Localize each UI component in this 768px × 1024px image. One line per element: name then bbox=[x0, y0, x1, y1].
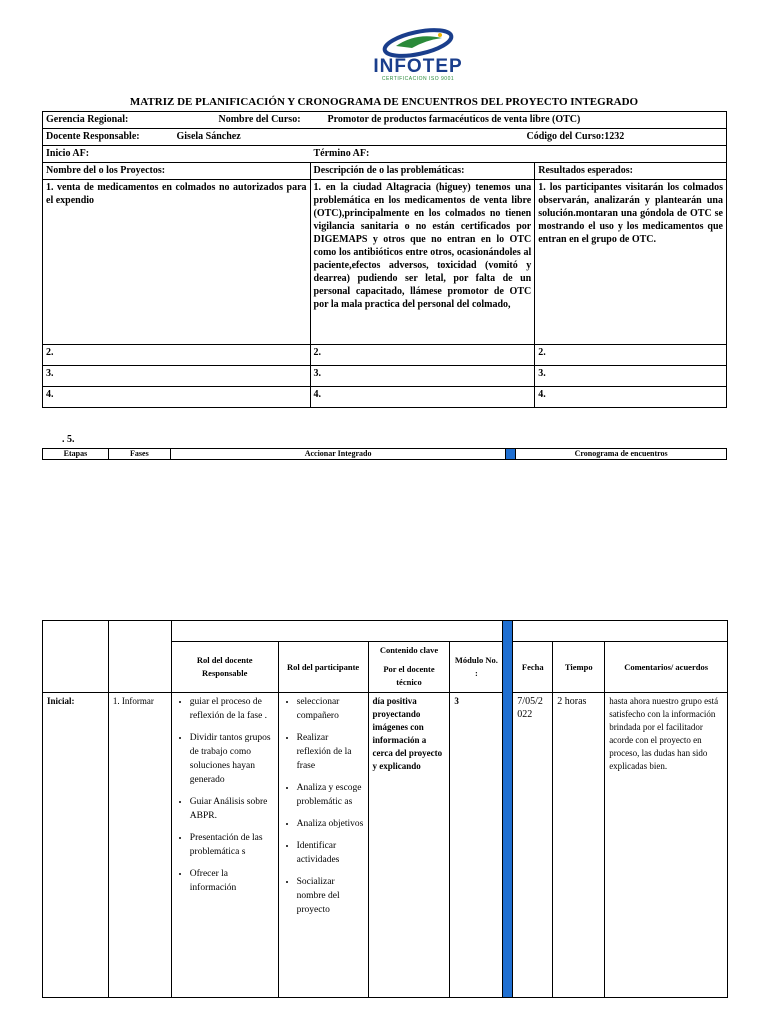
list-item: • Socializar nombre del proyecto bbox=[297, 875, 364, 917]
docente-value: Gisela Sánchez bbox=[176, 131, 241, 142]
infotep-logo bbox=[368, 26, 468, 86]
list-item: • Ofrecer la información bbox=[190, 867, 274, 895]
modulo-cell: 3 bbox=[450, 693, 503, 998]
problematicas-header: Descripción de o las problemáticas: bbox=[310, 163, 535, 180]
empty-fase-header bbox=[108, 621, 171, 693]
fase-cell: 1. Informar bbox=[108, 693, 171, 998]
planning-form-table bbox=[42, 111, 727, 408]
rol-participante-header: Rol del participante bbox=[278, 642, 368, 693]
accionar-header: Accionar Integrado bbox=[170, 449, 505, 460]
problema-4: 4. bbox=[310, 387, 535, 408]
resultados-header: Resultados esperados: bbox=[535, 163, 727, 180]
list-item: • seleccionar compañero bbox=[297, 695, 364, 723]
fecha-cell: 7/05/2 022 bbox=[513, 693, 553, 998]
list-item: • Presentación de las problemática s bbox=[190, 831, 274, 859]
proyecto-4: 4. bbox=[43, 387, 311, 408]
divider-bar-main bbox=[503, 621, 513, 998]
list-item: • Guiar Análisis sobre ABPR. bbox=[190, 795, 274, 823]
proyecto-1: 1. venta de medicamentos en colmados no autorizados para el expendio bbox=[43, 180, 311, 345]
contenido-cell: día positiva proyectando imágenes con información a cerca del proyecto y explicando bbox=[368, 693, 450, 998]
codigo-curso: Código del Curso:1232 bbox=[526, 131, 625, 142]
rol-docente-header: Rol del docente Responsable bbox=[171, 642, 278, 693]
curso-label: Nombre del Curso: bbox=[218, 114, 301, 125]
comentarios-cell: hasta ahora nuestro grupo está satisfecho con la información brindada por el facilitador acorde con el proyecto en proceso, las dudas han sido explicadas bien. bbox=[605, 693, 728, 998]
logo-wordmark: INFOTEP bbox=[373, 56, 463, 77]
phases-header-strip bbox=[42, 448, 727, 460]
contenido-subtitle: Por el docente técnico bbox=[383, 664, 435, 687]
etapa-cell: Inicial: bbox=[43, 693, 109, 998]
etapas-header: Etapas bbox=[43, 449, 109, 460]
proyectos-header: Nombre del o los Proyectos: bbox=[43, 163, 311, 180]
list-item: • Dividir tantos grupos de trabajo como soluciones hayan generado bbox=[190, 731, 274, 787]
divider-bar bbox=[506, 449, 516, 460]
modulo-header: Módulo No. : bbox=[450, 642, 503, 693]
encuentros-table bbox=[42, 620, 728, 998]
problema-1: 1. en la ciudad Altagracia (higuey) tenemos una problemática en los medicamentos de venta libre (OTC),principalmente en los colmados no tienen vigilancia sanitaria o no están certificados por DIGEMAPS y otros que no entran en lo OTC como los antibióticos entre otros, ocasionándoles al paciente,efectos adversos, toxicidad (vomitó y dearrea) pudiendo ser letal, por falta de un personal capacitado, llámese promotor de OTC por la mala practica del personal del colmado, bbox=[310, 180, 535, 345]
docente-label: Docente Responsable: bbox=[46, 131, 140, 142]
list-item: • Analiza objetivos bbox=[297, 817, 364, 831]
proyecto-3: 3. bbox=[43, 366, 311, 387]
empty-cronograma-header bbox=[513, 621, 728, 642]
inicio-label: Inicio AF: bbox=[46, 148, 90, 159]
participante-roles-cell bbox=[278, 693, 368, 998]
item-5: . 5. bbox=[62, 434, 75, 445]
logo-swoosh-icon bbox=[368, 26, 468, 60]
fases-header: Fases bbox=[108, 449, 170, 460]
tiempo-header: Tiempo bbox=[553, 642, 605, 693]
gerencia-label: Gerencia Regional: bbox=[46, 114, 129, 125]
docente-roles-cell bbox=[171, 693, 278, 998]
resultado-1: 1. los participantes visitarán los colmados observarán, analizarán y plantearán una solución.montaran una góndola de OTC se mostrando el uso y los medicamentos que entran en el grupo de OTC. bbox=[535, 180, 727, 345]
curso-value: Promotor de productos farmacéuticos de venta libre (OTC) bbox=[327, 114, 581, 125]
page-title: MATRIZ DE PLANIFICACIÓN Y CRONOGRAMA DE ENCUENTROS DEL PROYECTO INTEGRADO bbox=[129, 96, 639, 108]
logo-certification: CERTIFICACION ISO 9001 bbox=[381, 76, 455, 82]
problema-3: 3. bbox=[310, 366, 535, 387]
fecha-header: Fecha bbox=[513, 642, 553, 693]
termino-label: Término AF: bbox=[313, 148, 370, 159]
list-item: • guiar el proceso de reflexión de la fase . bbox=[190, 695, 274, 723]
empty-etapa-header bbox=[43, 621, 109, 693]
problema-2: 2. bbox=[310, 345, 535, 366]
tiempo-cell: 2 horas bbox=[553, 693, 605, 998]
resultado-2: 2. bbox=[535, 345, 727, 366]
list-item: • Analiza y escoge problemátic as bbox=[297, 781, 364, 809]
resultado-3: 3. bbox=[535, 366, 727, 387]
contenido-title: Contenido clave bbox=[379, 645, 439, 655]
contenido-header bbox=[368, 642, 450, 693]
comentarios-header: Comentarios/ acuerdos bbox=[605, 642, 728, 693]
proyecto-2: 2. bbox=[43, 345, 311, 366]
empty-span-header bbox=[171, 621, 503, 642]
resultado-4: 4. bbox=[535, 387, 727, 408]
cronograma-header: Cronograma de encuentros bbox=[516, 449, 727, 460]
list-item: • Realizar reflexión de la frase bbox=[297, 731, 364, 773]
list-item: • Identificar actividades bbox=[297, 839, 364, 867]
